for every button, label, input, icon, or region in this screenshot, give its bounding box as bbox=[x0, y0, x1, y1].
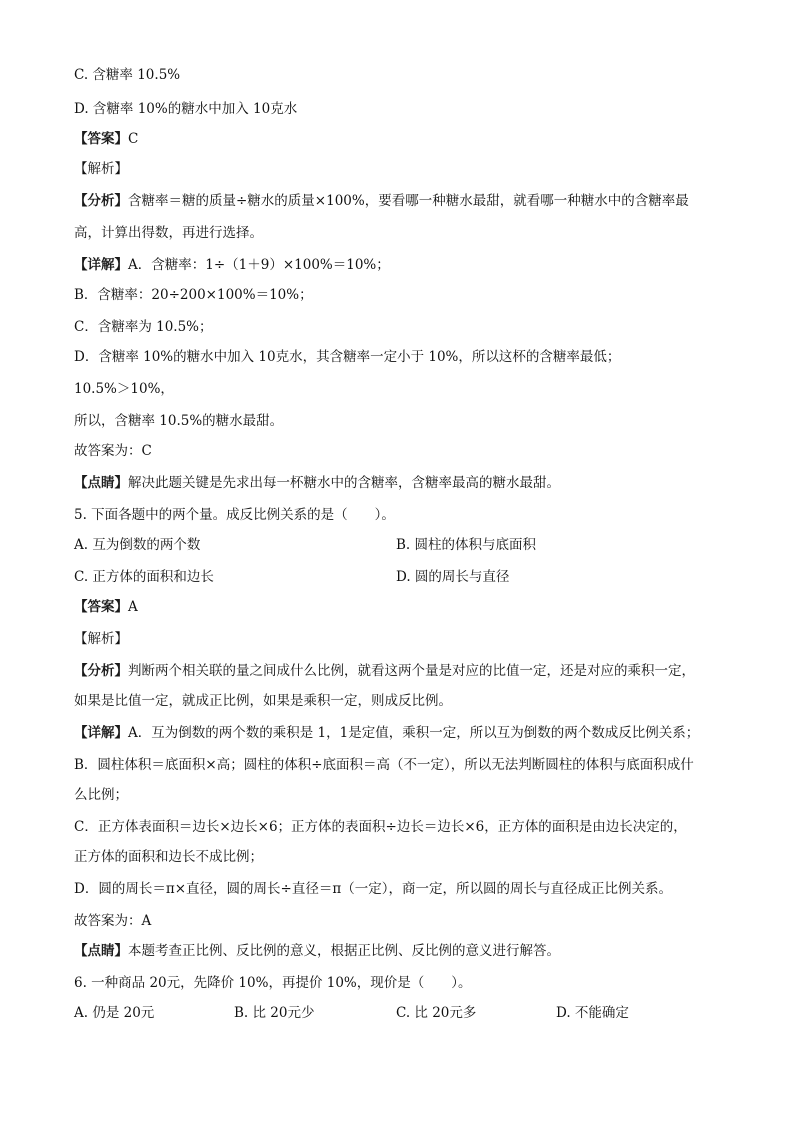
q5-stem: 5. 下面各题中的两个量。成反比例关系的是（ ）。 bbox=[74, 507, 395, 523]
q6-option-c: C. 比 20元多 bbox=[396, 1005, 477, 1021]
q5-xiangjie-line2: B．圆柱体积＝底面积×高；圆柱的体积÷底面积＝高（不一定），所以无法判断圆柱的体积与底面积成什 bbox=[74, 757, 694, 773]
q5-answer bbox=[74, 598, 138, 616]
xiangjie-text: A．含糖率：1÷（1＋9）×100%＝10%； bbox=[128, 257, 390, 273]
q5-fenxi-line2: 如果是比值一定，就成正比例，如果是乘积一定，则成反比例。 bbox=[74, 693, 452, 709]
q5-xiangjie-line6: D．圆的周长＝π×直径，圆的周长÷直径＝π（一定），商一定，所以圆的周长与直径成正比例关系。 bbox=[74, 881, 672, 897]
q6-stem: 6. 一种商品 20元，先降价 10%，再提价 10%，现价是（ ）。 bbox=[74, 975, 472, 991]
q5-option-c: C. 正方体的面积和边长 bbox=[74, 569, 214, 585]
fenxi-tag: 【分析】 bbox=[74, 193, 128, 209]
q4-fenxi-line2: 高，计算出得数，再进行选择。 bbox=[74, 225, 263, 241]
dianjing-text: 本题考查正比例、反比例的意义，根据正比例、反比例的意义进行解答。 bbox=[128, 943, 560, 959]
q4-xiangjie-line1 bbox=[74, 256, 390, 274]
answer-tag: 【答案】 bbox=[74, 131, 128, 147]
q5-xiangjie-line4: C．正方体表面积＝边长×边长×6；正方体的表面积÷边长＝边长×6，正方体的面积是由边长决定的， bbox=[74, 819, 687, 835]
fenxi-text: 判断两个相关联的量之间成什么比例，就看这两个量是对应的比值一定，还是对应的乘积一定， bbox=[128, 663, 695, 679]
q4-analysis-tag: 【解析】 bbox=[74, 161, 128, 177]
q4-fenxi-line1 bbox=[74, 192, 689, 210]
q4-xiangjie-line2: B．含糖率：20÷200×100%＝10%； bbox=[74, 287, 313, 303]
q5-xiangjie-line3: 么比例； bbox=[74, 787, 128, 803]
q4-option-d: D. 含糖率 10%的糖水中加入 10克水 bbox=[74, 101, 298, 117]
q4-xiangjie-line4: D．含糖率 10%的糖水中加入 10克水，其含糖率一定小于 10%，所以这杯的含糖率最低； bbox=[74, 349, 621, 365]
q5-option-a: A. 互为倒数的两个数 bbox=[74, 537, 201, 553]
q5-option-b: B. 圆柱的体积与底面积 bbox=[396, 537, 537, 553]
q5-dianjing bbox=[74, 942, 560, 960]
q4-option-c: C. 含糖率 10.5% bbox=[74, 67, 181, 83]
q5-analysis-tag: 【解析】 bbox=[74, 631, 128, 647]
q5-xiangjie-line1 bbox=[74, 724, 699, 742]
xiangjie-tag: 【详解】 bbox=[74, 257, 128, 273]
dianjing-tag: 【点睛】 bbox=[74, 475, 128, 491]
q5-xiangjie-line5: 正方体的面积和边长不成比例； bbox=[74, 849, 263, 865]
q4-dianjing bbox=[74, 474, 560, 492]
q4-final-answer: 故答案为：C bbox=[74, 443, 152, 459]
answer-value: C bbox=[128, 131, 139, 147]
answer-tag: 【答案】 bbox=[74, 599, 128, 615]
dianjing-tag: 【点睛】 bbox=[74, 943, 128, 959]
q5-option-d: D. 圆的周长与直径 bbox=[396, 569, 510, 585]
q4-xiangjie-line5: 10.5%＞10%， bbox=[74, 381, 174, 397]
q5-final-answer: 故答案为：A bbox=[74, 913, 152, 929]
fenxi-tag: 【分析】 bbox=[74, 663, 128, 679]
q6-option-d: D. 不能确定 bbox=[556, 1005, 629, 1021]
dianjing-text: 解决此题关键是先求出每一杯糖水中的含糖率，含糖率最高的糖水最甜。 bbox=[128, 475, 560, 491]
answer-value: A bbox=[128, 599, 138, 615]
q4-answer bbox=[74, 130, 138, 148]
xiangjie-tag: 【详解】 bbox=[74, 725, 128, 741]
q4-xiangjie-line6: 所以，含糖率 10.5%的糖水最甜。 bbox=[74, 413, 284, 429]
q4-xiangjie-line3: C．含糖率为 10.5%； bbox=[74, 319, 213, 335]
q6-option-a: A. 仍是 20元 bbox=[74, 1005, 155, 1021]
xiangjie-text: A．互为倒数的两个数的乘积是 1，1是定值，乘积一定，所以互为倒数的两个数成反比例关系； bbox=[128, 725, 700, 741]
q6-option-b: B. 比 20元少 bbox=[234, 1005, 315, 1021]
q5-fenxi-line1 bbox=[74, 662, 695, 680]
fenxi-text: 含糖率＝糖的质量÷糖水的质量×100%，要看哪一种糖水最甜，就看哪一种糖水中的含糖率最 bbox=[128, 193, 689, 209]
